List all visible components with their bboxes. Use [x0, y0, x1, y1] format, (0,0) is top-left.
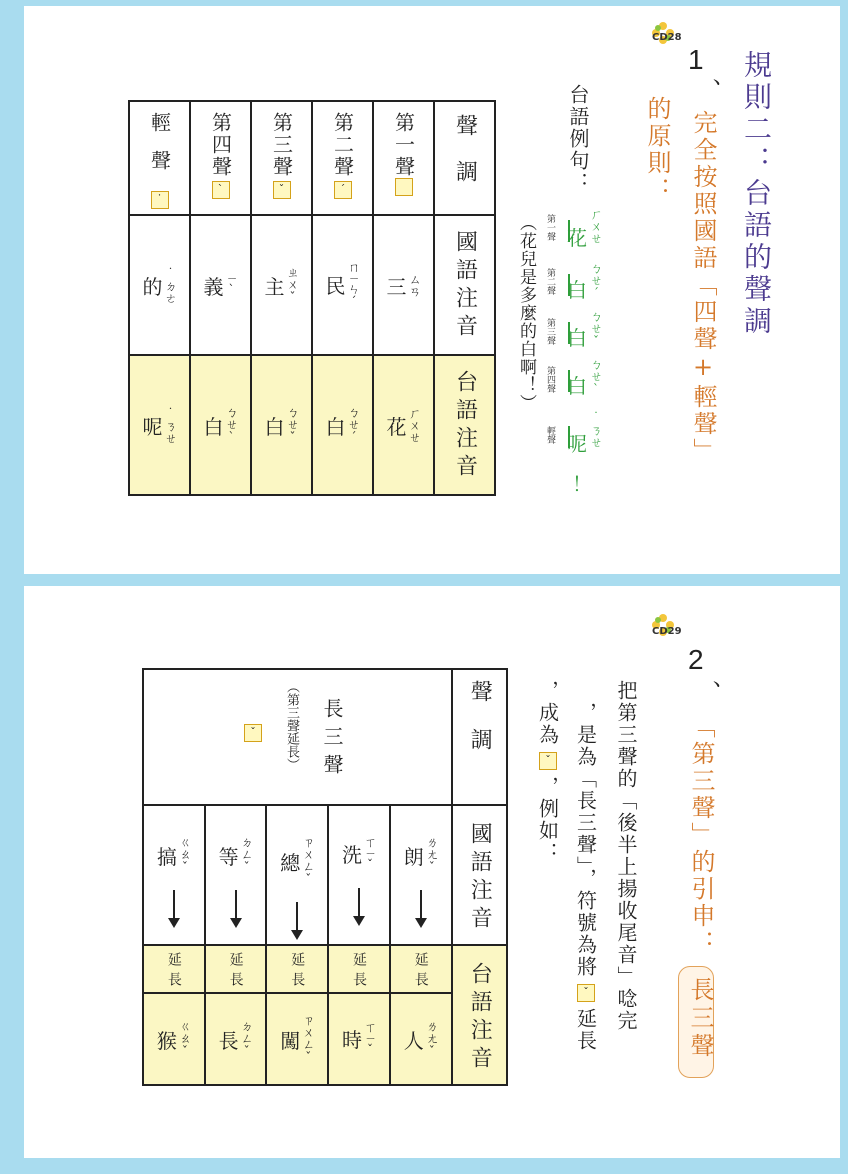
section-title: 「第三聲」的引申： — [687, 714, 715, 957]
tone-label: 第一聲 — [545, 214, 555, 241]
example-zhuyin: ㄅㄝˋ — [589, 358, 603, 396]
example-zhuyin: ㄏㄨㄝ — [589, 208, 603, 244]
example-char: 花 — [567, 226, 587, 250]
taiwanese-cell: 白 ㄅㄝˋ — [190, 355, 251, 495]
example-char: 白 — [567, 374, 587, 398]
example-char: 白 — [567, 278, 587, 302]
tone-cell: 第一聲 — [373, 101, 434, 215]
section-2-panel — [24, 586, 840, 1158]
tone-label: 輕聲 — [545, 426, 555, 444]
extend-cell: 延長 — [205, 945, 267, 993]
tone-cell: 第三聲 ˇ — [251, 101, 312, 215]
arrow-down-icon — [358, 888, 360, 918]
title-separator: 、 — [693, 78, 721, 102]
tone-mark: ˋ — [212, 181, 230, 199]
arrow-down-icon — [173, 890, 175, 920]
header-taiwanese: 台語注音 — [434, 355, 495, 495]
example-zhuyin: ㄅㄝˊ — [589, 262, 603, 300]
taiwanese-cell: 猴 ㄍㄠˇ — [143, 993, 205, 1085]
rule-subtitle-cont: 的原則： — [643, 96, 671, 204]
rule-title: 規則二：台語的聲調 — [740, 50, 773, 338]
header-tone: 聲調 — [452, 669, 507, 805]
taiwanese-cell: 花 ㄏㄨㄝ — [373, 355, 434, 495]
tone-table-2 — [142, 668, 508, 1086]
extend-cell: 延長 — [328, 945, 390, 993]
example-zhuyin: ㄅㄝˇ — [589, 310, 603, 348]
mandarin-cell: 義 ㄧˋ — [190, 215, 251, 355]
example-zhuyin: ˙ㄋㄝ — [589, 410, 603, 448]
section-number: 1 — [688, 44, 704, 75]
taiwanese-cell: 長 ㄉㄥˇ — [205, 993, 267, 1085]
mandarin-cell: 等 ㄉㄥˇ — [205, 805, 267, 945]
cd-label: CD28 — [652, 32, 682, 43]
mandarin-cell: 的 ˙ㄉㄜ — [129, 215, 190, 355]
tone-cell: 第二聲 ˊ — [312, 101, 373, 215]
title-separator: 、 — [693, 680, 721, 704]
example-char: 呢 — [567, 432, 587, 456]
tone-mark — [395, 178, 413, 196]
mandarin-cell: 總 ㄗㄨㄥˇ — [266, 805, 328, 945]
tone-cell: 第四聲 ˋ — [190, 101, 251, 215]
extend-cell: 延長 — [143, 945, 205, 993]
taiwanese-cell: 時 ㄒㄧˇ — [328, 993, 390, 1085]
long-third-tone-cell — [143, 669, 452, 805]
header-taiwanese: 台語注音 — [452, 945, 507, 1085]
tone-table-1 — [128, 100, 496, 496]
badge-label: 長三聲 — [686, 977, 714, 1061]
header-mandarin: 國語注音 — [434, 215, 495, 355]
tone-mark: ˊ — [334, 181, 352, 199]
body-text: ，成為 — [535, 680, 560, 746]
tone-mark: ˇ — [244, 724, 262, 742]
tone-name: 長三聲 — [320, 698, 344, 782]
mandarin-cell: 民 ㄇㄧㄣˊ — [312, 215, 373, 355]
taiwanese-cell: 白 ㄅㄝˊ — [312, 355, 373, 495]
taiwanese-cell: 人 ㄌㄤˇ — [390, 993, 452, 1085]
mandarin-cell: 朗 ㄌㄤˇ — [390, 805, 452, 945]
example-label: 台語例句： — [566, 84, 590, 194]
body-line-2 — [572, 702, 600, 1052]
tone-mark: ˇ — [577, 984, 595, 1002]
body-line-1: 把第三聲的「後半上揚收尾音」唸完 — [614, 680, 638, 1032]
tone-cell: 輕聲 ˙ — [129, 101, 190, 215]
taiwanese-cell: 呢 ˙ㄋㄝ — [129, 355, 190, 495]
tone-mark: ˇ — [539, 752, 557, 770]
long-third-tone-badge — [678, 966, 714, 1078]
tone-label: 第三聲 — [545, 318, 555, 345]
header-tone: 聲調 — [434, 101, 495, 215]
example-char: 白 — [567, 326, 587, 350]
arrow-down-icon — [235, 890, 237, 920]
mandarin-cell: 三 ㄙㄢ — [373, 215, 434, 355]
header-mandarin: 國語注音 — [452, 805, 507, 945]
tone-label: 第四聲 — [545, 366, 555, 393]
body-text: 延長 — [573, 1008, 598, 1052]
taiwanese-cell: 闖 ㄗㄨㄥˇ — [266, 993, 328, 1085]
mandarin-cell: 搞 ㄍㄠˇ — [143, 805, 205, 945]
cd-label: CD29 — [652, 626, 682, 637]
body-text: ，例如： — [535, 776, 560, 864]
section-number: 2 — [688, 644, 704, 675]
body-line-3 — [534, 680, 562, 864]
example-translation: （花兒是多麼的白啊！） — [516, 214, 536, 412]
extend-cell: 延長 — [266, 945, 328, 993]
arrow-down-icon — [420, 890, 422, 920]
extend-cell: 延長 — [390, 945, 452, 993]
taiwanese-cell: 白 ㄅㄝˇ — [251, 355, 312, 495]
example-char: ！ — [572, 472, 592, 496]
tone-label: 第二聲 — [545, 268, 555, 295]
rule-subtitle: 完全按照國語「四聲+輕聲」 — [689, 110, 717, 465]
mandarin-cell: 洗 ㄒㄧˇ — [328, 805, 390, 945]
tone-note: （第三聲延長） — [284, 680, 299, 771]
body-text: ，是為「長三聲」，符號為將 — [573, 702, 598, 978]
tone-mark: ˙ — [151, 191, 169, 209]
mandarin-cell: 主 ㄓㄨˇ — [251, 215, 312, 355]
section-1-panel — [24, 6, 840, 574]
arrow-down-icon — [296, 902, 298, 932]
tone-mark: ˇ — [273, 181, 291, 199]
